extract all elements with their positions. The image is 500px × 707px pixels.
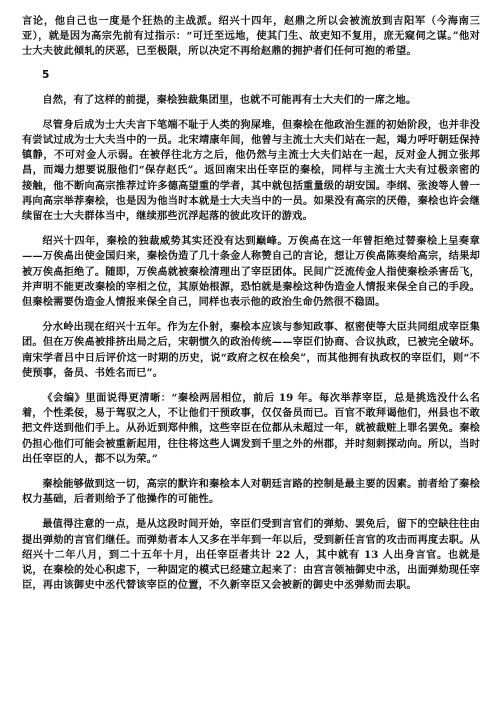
paragraph-6: 《会编》里面说得更清晰：“秦桧两居相位，前后 19 年。每次举荐宰臣，总是挑选没什么名着，个性柔佞，易于驾驭之人，不让他们干预政事，仅仅备员而已。百官不敢拜谒他们，州县也不敢把文件送到他们手上。从孙近到郑仲熊，这些宰臣在位都从未超过一年，就被裁赃上罪名罢免。秦桧仍担心他们可能会被重新起用，往往将这些人调发到千里之外的州郡，并时刻刺探动向。所以，当时出任宰臣的人，都不以为荣。”	[22, 392, 480, 465]
paragraph-4: 绍兴十四年，秦桧的独裁威势其实还没有达到巅峰。万俟卨在这一年曾拒绝过替秦桧上呈奏章——万俟卨出使金国归来，秦桧伪造了几十条金人称赞自己的言论，想让万俟卨陈奏给高宗，结果却被万俟卨拒绝了。随即，万俟卨就被秦桧清理出了宰臣团体。民间广泛流传金人指使秦桧杀害岳飞，并声明不能更改秦桧的宰相之位，其原始根源，恐怕就是秦桧这种伪造金人情报来保全自己的手段。但秦桧需要伪造金人情报来保全自己，同样也表示他的政治生命仍然很不稳固。	[22, 235, 480, 309]
paragraph-2: 自然，有了这样的前提，秦桧独裁集团里，也就不可能再有士大夫们的一席之地。	[42, 93, 417, 106]
paragraph-7: 秦桧能够做到这一切，高宗的默许和秦桧本人对朝廷言路的控制是最主要的因素。前者给了秦桧权力基础，后者则给予了他操作的可能性。	[22, 478, 480, 506]
paragraph-5: 分水岭出现在绍兴十五年。作为左仆射，秦桧本应该与参知政事、枢密使等大臣共同组成宰臣集团。但在万俟卨被排挤出局之后，宋朝惯久的政治传统——宰臣们协商、合议执政，已被完全破坏。南宋学者吕中日后评价这一时期的历史，说“政府之权在桧矣”，而其他拥有执政权的宰臣们，则“不使预事，备员、书姓名而已”。	[22, 321, 480, 379]
paragraph-8: 最值得注意的一点，是从这段时间开始，宰臣们受到言官们的弹劾、罢免后，留下的空缺往往由提出弹劾的言官们继任。而弹劾者本人又多在半年到一年以后，受到新任言官的攻击而再度去职。从绍兴十二年八月，到二十五年十月，出任宰臣者共计 22 人，其中就有 13 人出身言官。也就是说，在秦桧的处心积虑下，一种固定的模式已经建立起来了：由宫言领袖御史中丞，出面弹劾现任宰臣，再由该御史中丞代替该宰臣的位置，不久新宰臣又会被新的御史中丞弹劾而去职。	[22, 518, 480, 592]
paragraph-3: 尽管身后成为士大夫言下笔端不耻于人类的狗屎堆，但秦桧在他政治生涯的初始阶段，也并非没有尝试过成为士大夫当中的一员。北宋靖康年间，他曾与主流士大夫们站在一起，竭力呼吁朝廷保持镇静，不可对金人示弱。在被俘往北方之后，他仍然与主流士大夫们站在一起，反对金人拥立张邦昌，而竭力想要说服他们“保存赵氏”。返回南宋出任宰臣的秦桧，同样与主流士大夫有过极亲密的接触，他不断向高宗推荐过许多德高望重的学者，其中就包括重量级的胡安国。李纲、张浚等人曾一再向高宗举荐秦桧，也是因为他当时本就是士大夫当中的一员。如果没有高宗的厌倦，秦桧也许会继续留在士大夫群体当中，继续那些沉浮起落的彼此攻讦的游戏。	[22, 118, 480, 223]
paragraph-1: 言论，他自己也一度是个狂热的主战派。绍兴十四年，赵鼎之所以会被流放到吉阳军（今海南三亚），就是因为高宗先前有过指示：“可迁至远地，使其门生、故吏知不复用，庶无窥伺之谋。”他对士大夫彼此倾轧的厌恶，已至极限，所以决定不再给赵鼎的拥护者们任何可抱的希望。	[22, 15, 480, 58]
document-page	[22, 14, 480, 694]
section-number: 5	[42, 68, 50, 81]
